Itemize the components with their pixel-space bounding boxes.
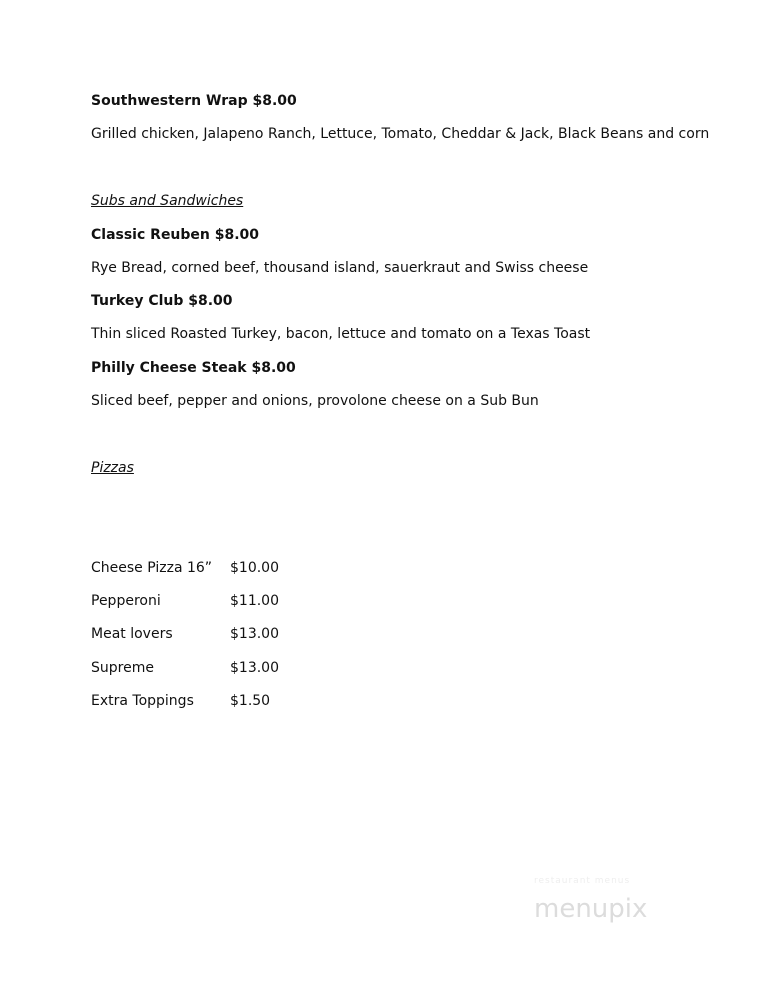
pizza-item-name: Extra Toppings <box>91 693 194 709</box>
menupix-watermark <box>530 872 690 932</box>
pizza-item-price: $10.00 <box>230 560 279 576</box>
philly-cheese-steak-title: Philly Cheese Steak $8.00 <box>91 360 296 376</box>
philly-cheese-steak-description: Sliced beef, pepper and onions, provolone cheese on a Sub Bun <box>91 393 539 409</box>
pizza-item-price: $13.00 <box>230 660 279 676</box>
subs-sandwiches-heading: Subs and Sandwiches <box>91 193 244 209</box>
turkey-club-title: Turkey Club $8.00 <box>91 293 233 309</box>
pizza-item-name: Meat lovers <box>91 626 173 642</box>
pizza-item-price: $1.50 <box>230 693 271 709</box>
pizza-item-name: Supreme <box>91 660 154 676</box>
pizza-item-price: $13.00 <box>230 626 279 642</box>
southwestern-wrap-title: Southwestern Wrap $8.00 <box>91 93 297 109</box>
pizzas-heading: Pizzas <box>91 460 134 476</box>
classic-reuben-description: Rye Bread, corned beef, thousand island, sauerkraut and Swiss cheese <box>91 260 589 276</box>
turkey-club-description: Thin sliced Roasted Turkey, bacon, lettuce and tomato on a Texas Toast <box>91 326 591 342</box>
watermark-tagline: restaurant menus <box>534 876 631 886</box>
classic-reuben-title: Classic Reuben $8.00 <box>91 227 260 243</box>
pizza-item-name: Pepperoni <box>91 593 161 609</box>
watermark-logo: menupix <box>534 894 648 924</box>
pizza-item-price: $11.00 <box>230 593 279 609</box>
southwestern-wrap-description: Grilled chicken, Jalapeno Ranch, Lettuce, Tomato, Cheddar & Jack, Black Beans and corn <box>91 126 710 142</box>
pizza-item-name: Cheese Pizza 16” <box>91 560 213 576</box>
